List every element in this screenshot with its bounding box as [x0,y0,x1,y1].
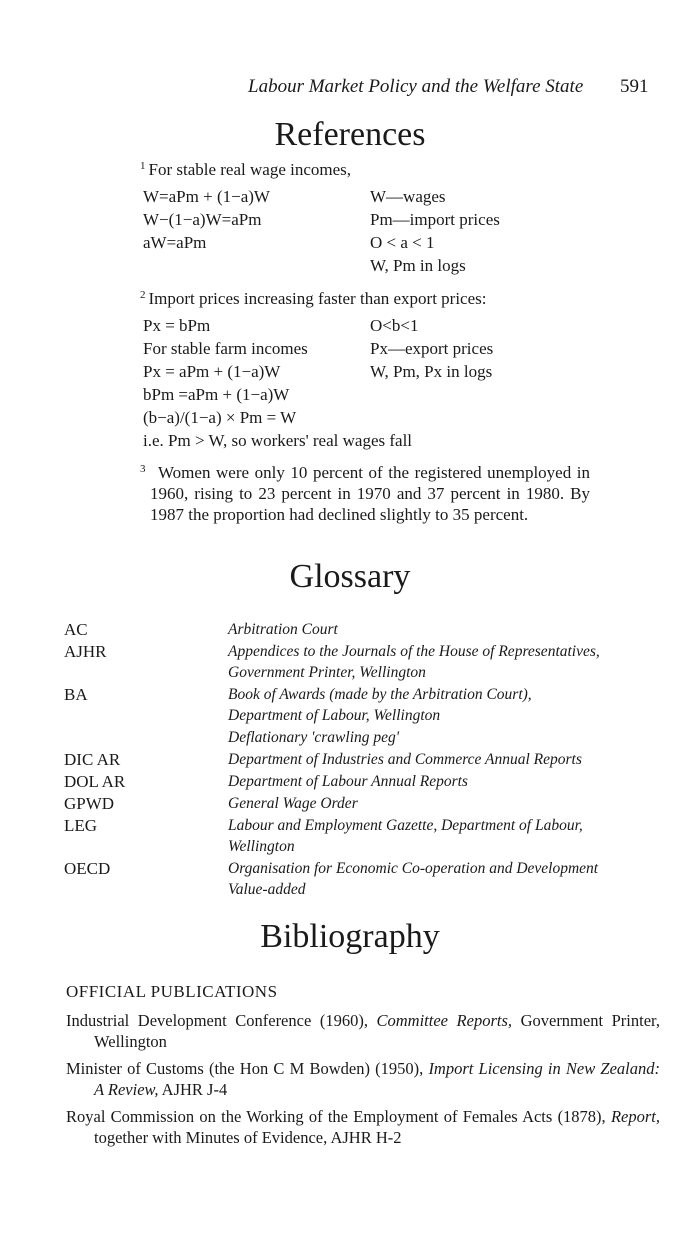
bibliography-entry: Industrial Development Conference (1960), Committee Reports, Government Printer, Wellington [66,1011,660,1051]
bibliography-entry: Minister of Customs (the Hon C M Bowden) (1950), Import Licensing in New Zealand: A Review, AJHR J-4 [66,1059,660,1099]
glossary-definition: Department of Industries and Commerce Annual Reports [228,751,582,768]
page-number: 591 [620,76,649,97]
glossary-abbr: DOL AR [64,772,126,791]
glossary-abbr: AC [64,620,88,639]
glossary-definition: Labour and Employment Gazette, Department of Labour, [228,817,583,834]
note-2-definition: W, Pm, Px in logs [370,362,493,381]
note-2-definition: O<b<1 [370,316,419,335]
glossary-definition: Organisation for Economic Co-operation and Development [228,860,599,877]
glossary-definition-cont: Value-added [228,881,306,898]
glossary-heading: Glossary [289,558,411,595]
note-2-equation: Px = bPm [143,316,211,335]
note-2-definition: Px—export prices [370,339,494,358]
note-1-definition: Pm—import prices [370,210,500,229]
note-1-marker: 1 [140,160,146,172]
glossary-abbr: DIC AR [64,750,121,769]
note-2-intro: $^2$ Import prices increasing faster than export prices: [140,289,487,308]
glossary-abbr: OECD [64,859,111,878]
glossary-definition-cont: Government Printer, Wellington [228,664,426,681]
note-1-equation: W=aPm + (1−a)W [143,187,270,206]
glossary-abbr: BA [64,685,88,704]
glossary-definition: Department of Labour Annual Reports [228,773,468,790]
glossary-definition: Arbitration Court [228,621,338,638]
bibliography-heading: Bibliography [260,918,440,955]
bibliography-entry: Royal Commission on the Working of the Employment of Females Acts (1878), Report, together with Minutes of Evidence, AJHR H-2 [66,1107,660,1147]
note-1-definition: W, Pm in logs [370,256,466,275]
glossary-definition-cont: Department of Labour, Wellington [228,707,441,724]
bibliography-section-heading: OFFICIAL PUBLICATIONS [66,982,278,1001]
note-2-equation: bPm =aPm + (1−a)W [143,385,290,404]
references-heading: References [274,116,426,153]
running-title: Labour Market Policy and the Welfare State [248,76,584,97]
note-2-equation: For stable farm incomes [143,339,308,358]
note-2-conclusion: i.e. Pm > W, so workers' real wages fall [143,431,413,450]
note-1-definition: W—wages [370,187,446,206]
note-2-marker: 2 [140,289,146,301]
glossary-definition: Appendices to the Journals of the House of Representatives, [228,643,600,660]
note-2-equation: Px = aPm + (1−a)W [143,362,281,381]
glossary-definition: General Wage Order [228,795,358,812]
glossary-definition: Book of Awards (made by the Arbitration Court), [228,686,532,703]
glossary-abbr: AJHR [64,642,107,661]
glossary-abbr: GPWD [64,794,115,813]
glossary-definition-cont: Wellington [228,838,295,855]
note-1-equation: aW=aPm [143,233,207,252]
note-1-intro: $^1$ For stable real wage incomes, [140,160,352,179]
note-3-marker: 3 [140,463,146,475]
note-2-equation: (b−a)/(1−a) × Pm = W [143,408,297,427]
note-1-equation: W−(1−a)W=aPm [143,210,262,229]
note-1-definition: O < a < 1 [370,233,435,252]
note-3-text: Women were only 10 percent of the registered unemployed in 1960, rising to 23 percent in 1970 and 37 percent in 1980. By 1987 the proportion had declined slightly to 35 percent. [150,463,590,524]
glossary-abbr: LEG [64,816,98,835]
glossary-definition: Deflationary 'crawling peg' [228,729,400,746]
